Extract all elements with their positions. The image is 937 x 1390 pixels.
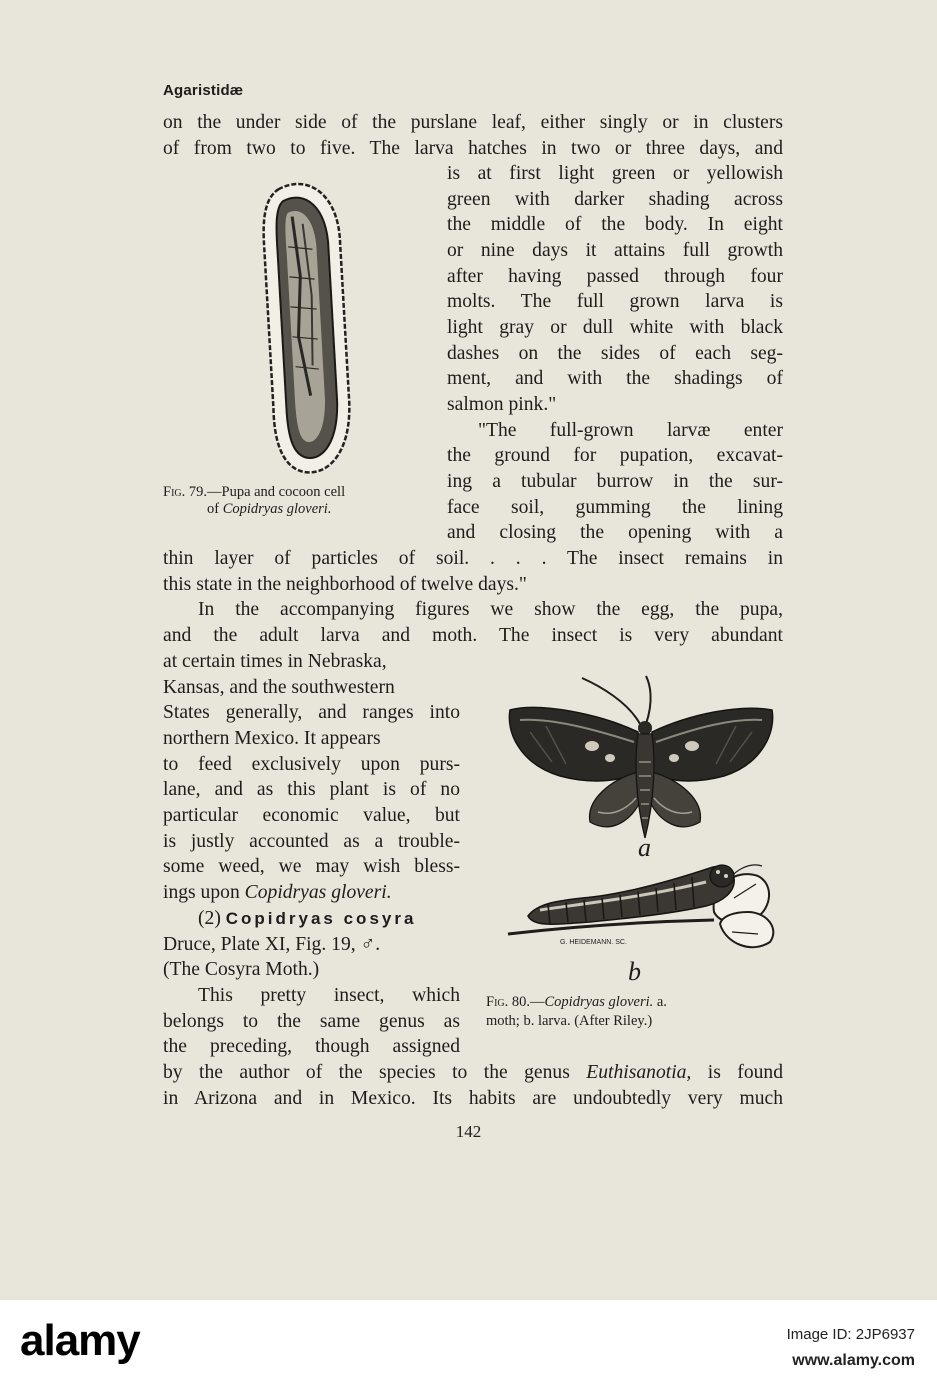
body-line: dashes on the sides of each seg- — [447, 343, 783, 364]
body-line: is justly accounted as a trouble- — [163, 831, 460, 852]
body-line: the ground for pupation, excavat- — [447, 445, 783, 466]
body-line: is at first light green or yellowish — [447, 163, 783, 184]
body-line: In the accompanying figures we show the egg, the pupa, — [198, 599, 783, 620]
body-line: on the under side of the purslane leaf, either singly or in clusters — [163, 112, 783, 133]
body-line: to feed exclusively upon purs- — [163, 754, 460, 775]
body-line: ings upon Copidryas gloveri. — [163, 882, 392, 903]
figure-80-moth-larva — [500, 672, 780, 984]
running-header: Agaristidæ — [163, 82, 244, 99]
body-line: and the adult larva and moth. The insect is very abundant — [163, 625, 783, 646]
body-line: some weed, we may wish bless- — [163, 856, 460, 877]
body-line: molts. The full grown larva is — [447, 291, 783, 312]
body-line: in Arizona and in Mexico. Its habits are undoubtedly very much — [163, 1088, 783, 1109]
body-line: or nine days it attains full growth — [447, 240, 783, 261]
body-line: Kansas, and the southwestern — [163, 677, 395, 698]
body-line: (The Cosyra Moth.) — [163, 959, 320, 980]
body-line: belongs to the same genus as — [163, 1011, 460, 1032]
image-id-block — [787, 1322, 915, 1374]
figure-80-caption-line2: moth; b. larva. (After Riley.) — [486, 1013, 653, 1029]
figure-80-caption: Fig. 80.—Copidryas gloveri. a. — [486, 994, 667, 1010]
section-heading-line: (2) Copidryas cosyra — [198, 908, 417, 929]
image-id: Image ID: 2JP6937 — [786, 1326, 915, 1343]
figure-80-letter-b: b — [628, 957, 641, 984]
brand-logo: alamy — [20, 1316, 140, 1365]
body-line: and closing the opening with a — [447, 522, 783, 543]
body-line: at certain times in Nebraska, — [163, 651, 387, 672]
body-line: particular economic value, but — [163, 805, 460, 826]
body-line: lane, and as this plant is of no — [163, 779, 460, 800]
figure-79-caption: Fig. 79.—Pupa and cocoon cell — [163, 484, 346, 500]
site-url: www.alamy.com — [792, 1352, 915, 1369]
body-line: salmon pink." — [447, 394, 557, 415]
body-line: States generally, and ranges into — [163, 702, 460, 723]
body-line: ing a tubular burrow in the sur- — [447, 471, 783, 492]
body-line: the middle of the body. In eight — [447, 214, 783, 235]
body-line: face soil, gumming the lining — [447, 497, 783, 518]
body-line: the preceding, though assigned — [163, 1036, 460, 1057]
body-line: This pretty insect, which — [198, 985, 460, 1006]
body-line: green with darker shading across — [447, 189, 783, 210]
figure-80-letter-a: a — [638, 833, 651, 862]
body-line: Druce, Plate XI, Fig. 19, ♂. — [163, 934, 381, 955]
body-line: thin layer of particles of soil. . . . The insect remains in — [163, 548, 783, 569]
figure-80-engraver-credit: G. HEIDEMANN. SC. — [560, 939, 627, 946]
body-line: of from two to five. The larva hatches in two or three days, and — [163, 138, 783, 159]
body-line: ment, and with the shadings of — [447, 368, 783, 389]
body-line: northern Mexico. It appears — [163, 728, 381, 749]
figure-79-caption-line2: of Copidryas gloveri. — [207, 501, 332, 517]
figure-79-pupa-cocoon — [248, 176, 360, 482]
body-line: light gray or dull white with black — [447, 317, 783, 338]
body-line: after having passed through four — [447, 266, 783, 287]
body-line: by the author of the species to the genus Euthisanotia, is found — [163, 1062, 784, 1083]
body-line: "The full-grown larvæ enter — [478, 420, 783, 441]
page-number: 142 — [455, 1122, 482, 1141]
body-line: this state in the neighborhood of twelve days." — [163, 574, 527, 595]
